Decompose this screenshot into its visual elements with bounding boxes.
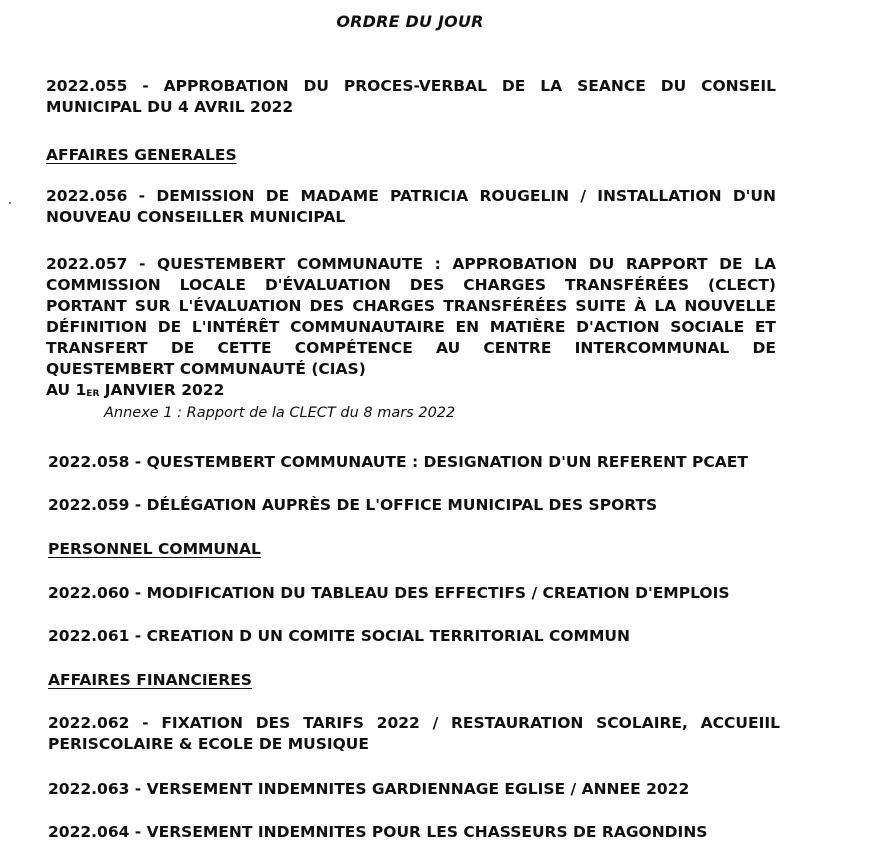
agenda-item-061: 2022.061 - CREATION D UN COMITE SOCIAL TERRITORIAL COMMUN [48,627,630,645]
agenda-item-063: 2022.063 - VERSEMENT INDEMNITES GARDIENNAGE EGLISE / ANNEE 2022 [48,780,690,798]
agenda-item-057-date-prefix: AU 1 [46,381,87,399]
section-heading-affaires-generales: AFFAIRES GENERALES [46,146,237,164]
agenda-item-058: 2022.058 - QUESTEMBERT COMMUNAUTE : DESIGNATION D'UN REFERENT PCAET [48,453,748,471]
agenda-item-057-text: 2022.057 - QUESTEMBERT COMMUNAUTE : APPROBATION DU RAPPORT DE LA COMMISSION LOCALE D'ÉVALUATION DES CHARGES TRANSFÉRÉES (CLECT) PORTANT SUR L'ÉVALUATION DES CHARGES TRANSFÉRÉES SUITE À LA NOUVELLE DÉFINITION DE L'INTÉRÊT COMMUNAUTAIRE EN MATIÈRE D'ACTION SOCIALE ET TRANSFERT DE CETTE COMPÉTENCE AU CENTRE INTERCOMMUNAL DE QUESTEMBERT COMMUNAUTÉ (CIAS) [46,255,776,378]
agenda-item-057-date-ordinal: ER [86,389,100,399]
section-heading-affaires-financieres: AFFAIRES FINANCIERES [48,671,252,689]
agenda-item-057-date-suffix: JANVIER 2022 [99,381,225,399]
agenda-item-064: 2022.064 - VERSEMENT INDEMNITES POUR LES CHASSEURS DE RAGONDINS [48,823,708,841]
page-title: ORDRE DU JOUR [336,12,484,31]
agenda-item-057-date [46,380,776,404]
agenda-item-056: 2022.056 - DEMISSION DE MADAME PATRICIA ROUGELIN / INSTALLATION D'UN NOUVEAU CONSEILLER MUNICIPAL [46,187,776,226]
agenda-item-060: 2022.060 - MODIFICATION DU TABLEAU DES EFFECTIFS / CREATION D'EMPLOIS [48,584,730,602]
agenda-item-057 [46,254,776,404]
section-heading-personnel-communal: PERSONNEL COMMUNAL [48,540,261,558]
scan-speck [9,202,11,204]
agenda-item-059: 2022.059 - DÉLÉGATION AUPRÈS DE L'OFFICE MUNICIPAL DES SPORTS [48,496,658,514]
agenda-item-055: 2022.055 - APPROBATION DU PROCES-VERBAL DE LA SEANCE DU CONSEIL MUNICIPAL DU 4 AVRIL 2022 [46,77,776,116]
annex-note: Annexe 1 : Rapport de la CLECT du 8 mars 2022 [104,405,456,421]
agenda-item-062: 2022.062 - FIXATION DES TARIFS 2022 / RESTAURATION SCOLAIRE, ACCUEIIL PERISCOLAIRE & ECOLE DE MUSIQUE [48,714,780,753]
